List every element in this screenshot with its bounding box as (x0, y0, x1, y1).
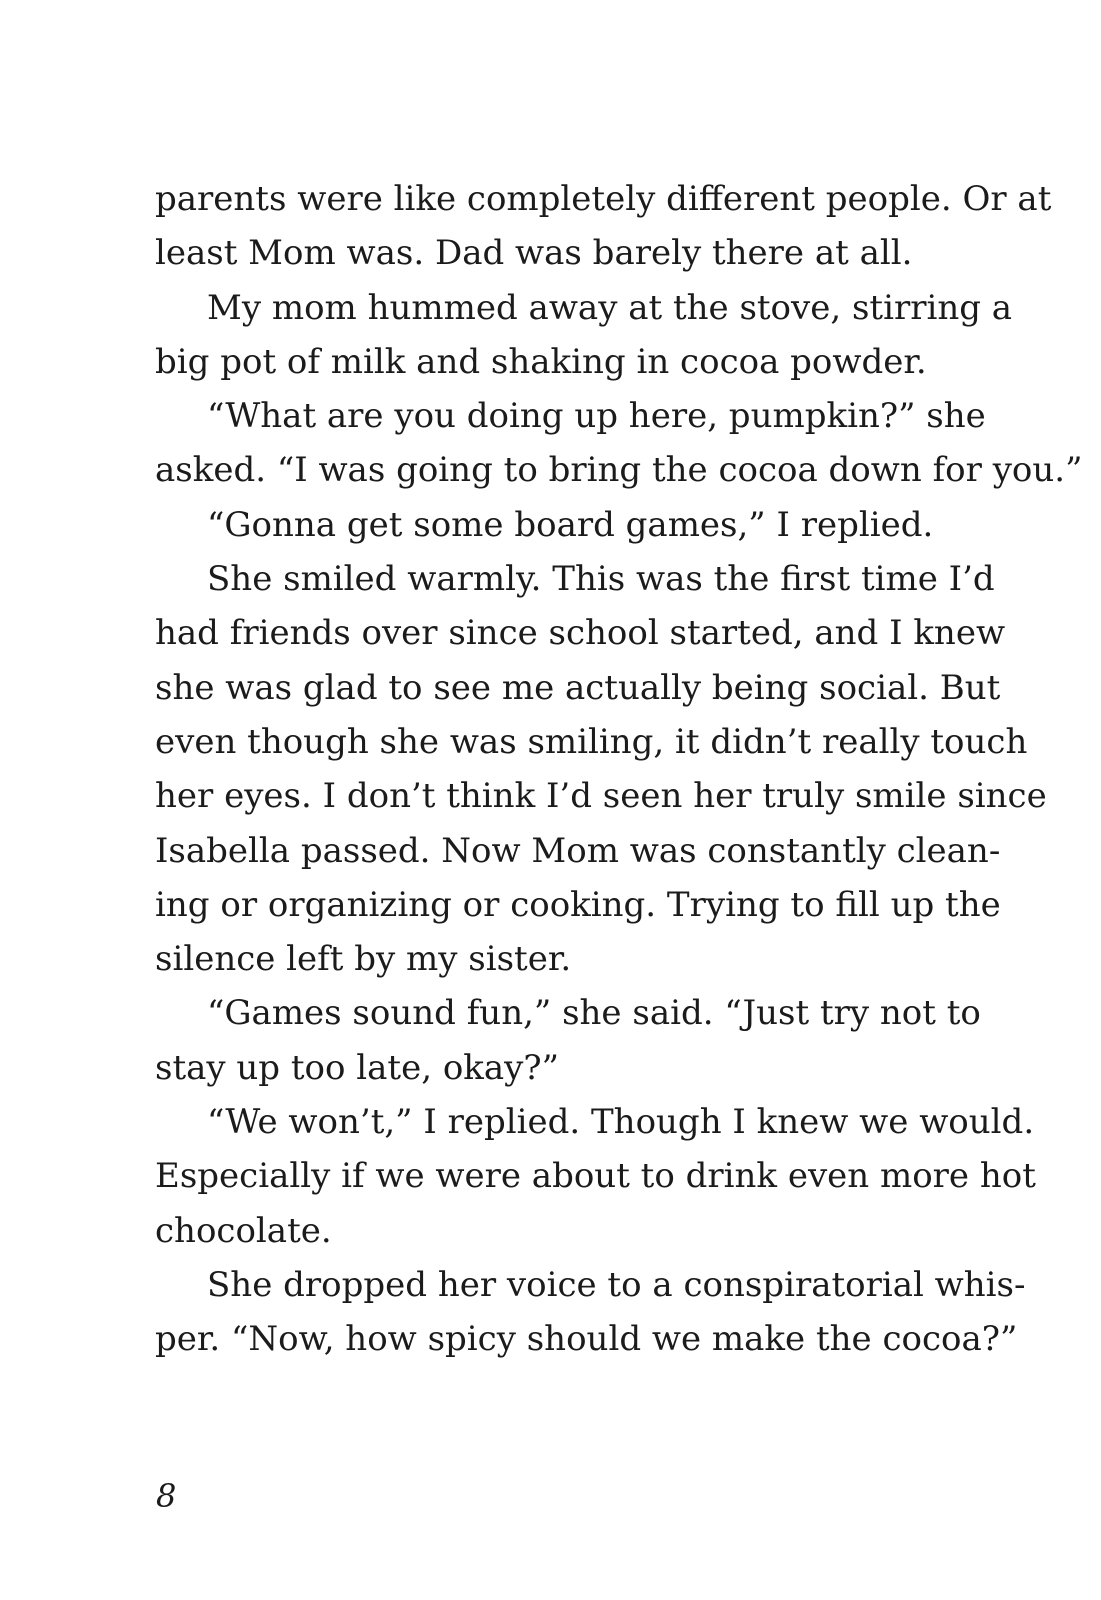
text-line: “Games sound fun,” she said. “Just try not to (207, 993, 981, 1034)
text-line: even though she was smiling, it didn’t really touch (155, 721, 1028, 762)
text-line: chocolate. (155, 1210, 332, 1251)
text-line: her eyes. I don’t think I’d seen her truly smile since (155, 776, 1047, 817)
text-line: per. “Now, how spicy should we make the cocoa?” (155, 1319, 1018, 1360)
text-line: she was glad to see me actually being social. But (155, 667, 1001, 708)
text-line: silence left by my sister. (155, 939, 572, 980)
text-line: asked. “I was going to bring the cocoa down for you.” (155, 450, 1083, 491)
text-line: big pot of milk and shaking in cocoa powder. (155, 341, 927, 382)
text-line: had friends over since school started, and I knew (155, 613, 1006, 654)
text-line: ing or organizing or cooking. Trying to fill up the (155, 884, 1001, 925)
text-line: “We won’t,” I replied. Though I knew we would. (207, 1102, 1035, 1143)
text-line: Isabella passed. Now Mom was constantly clean- (155, 830, 1001, 871)
text-line: “Gonna get some board games,” I replied. (207, 504, 934, 545)
text-line: She smiled warmly. This was the first time I’d (207, 559, 995, 600)
text-line: stay up too late, okay?” (155, 1047, 559, 1088)
text-line: She dropped her voice to a conspiratorial whis- (207, 1264, 1026, 1305)
text-line: parents were like completely different people. Or at (155, 179, 1052, 219)
text-line: “What are you doing up here, pumpkin?” she (207, 396, 986, 437)
text-line: Especially if we were about to drink even more hot (155, 1156, 1036, 1197)
text-line: My mom hummed away at the stove, stirring a (207, 287, 1013, 328)
body-text (155, 172, 1083, 1367)
text-line: least Mom was. Dad was barely there at all. (155, 233, 913, 274)
page-number: 8 (156, 1477, 177, 1515)
